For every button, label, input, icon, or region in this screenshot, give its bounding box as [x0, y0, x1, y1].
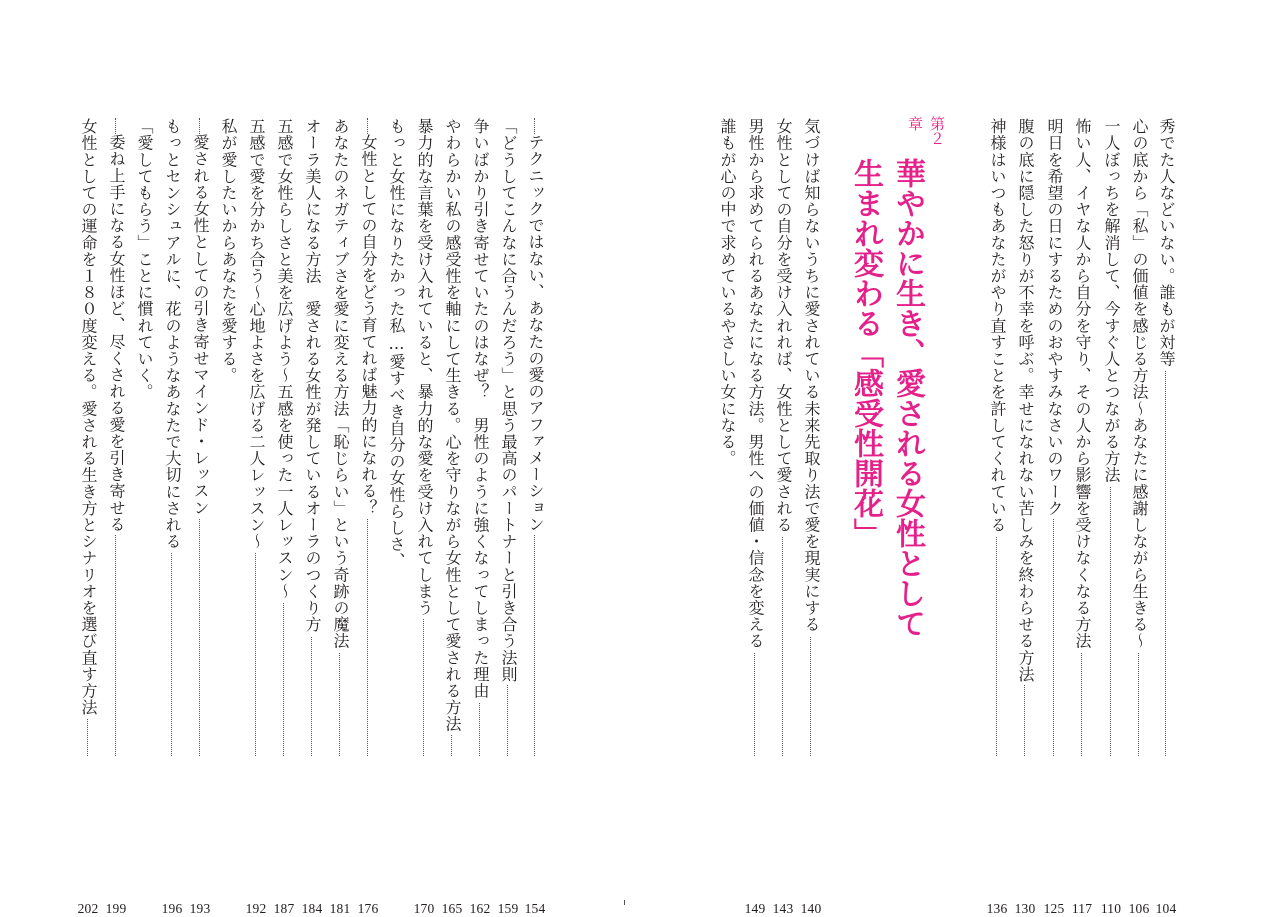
toc-entry-title: 明日を希望の日にするためのおやすみなさいのワーク	[1045, 118, 1064, 519]
toc-entry[interactable]	[186, 118, 214, 916]
toc-entry-title: 愛される女性としての引き寄せマインド・レッスン	[191, 134, 210, 519]
toc-entry-page: 140	[800, 901, 822, 916]
toc-entry[interactable]	[1040, 118, 1068, 916]
toc-entry-title: テクニックではない、あなたの愛のアファメーション	[526, 134, 545, 535]
toc-entry-title: 「どうしてこんなに合うんだろう」と思う最高のパートナーと引き合う法則	[499, 118, 518, 685]
toc-entry-page: 117	[1071, 901, 1093, 916]
toc-entry[interactable]	[438, 118, 466, 916]
toc-entry-page: 162	[469, 901, 491, 916]
toc-entry[interactable]	[1125, 118, 1153, 916]
toc-entry-page: 106	[1128, 901, 1150, 916]
toc-entry[interactable]	[1011, 118, 1039, 916]
toc-entry-page: 110	[1100, 901, 1122, 916]
toc-entry-title: 暴力的な言葉を受け入れていると、暴力的な愛を受け入れてしまう	[415, 118, 434, 619]
toc-entry[interactable]	[1152, 118, 1180, 916]
toc-entry-page: 165	[441, 901, 463, 916]
toc-entry-page: 184	[301, 901, 323, 916]
toc-entry-title: あなたのネガティブさを愛に変える方法「恥じらい」という奇跡の魔法	[331, 118, 350, 652]
toc-entry-title: 女性としての運命を１８０度変える。愛される生き方とシナリオを選び直す方法	[79, 118, 98, 719]
toc-entry-title: 委ね上手になる女性ほど、尽くされる愛を引き寄せる	[107, 134, 126, 535]
chapter-label: 第２章	[906, 116, 946, 146]
gutter-mark	[624, 900, 625, 905]
toc-entry-title: 五感で愛を分かち合う〜心地よさを広げる二人レッスン〜	[247, 118, 266, 553]
toc-entry-title: 争いばかり引き寄せていたのはなぜ？ 男性のように強くなってしまった理由	[471, 118, 490, 702]
chapter-title-line2: 生まれ変わる「感受性開花」	[848, 158, 883, 548]
toc-entry-title: もっと女性になりたかった私…愛すべき自分の女性らしさ、	[387, 118, 406, 572]
toc-entry-title: 怖い人、イヤな人から自分を守り、その人から影響を受けなくなる方法	[1073, 118, 1092, 652]
toc-entry-title: 一人ぼっちを解消して、今すぐ人とつながる方法	[1102, 118, 1121, 486]
toc-entry[interactable]	[983, 118, 1011, 916]
toc-entry-title: 五感で女性らしさと美を広げよう〜五感を使った一人レッスン〜	[275, 118, 294, 602]
toc-entry-page: 196	[161, 901, 183, 916]
toc-entry-title: やわらかい私の感受性を軸にして生きる。心を守りながら女性として愛される方法	[443, 118, 462, 735]
toc-entry[interactable]	[797, 118, 825, 916]
toc-entry[interactable]	[298, 118, 326, 916]
toc-entry[interactable]	[494, 118, 522, 916]
toc-entry-title: 女性としての自分をどう育てれば魅力的になれる？	[359, 134, 378, 519]
toc-entry[interactable]	[130, 118, 158, 808]
toc-entry-page: 170	[413, 901, 435, 916]
toc-entry-title: 男性から求めてられるあなたになる方法。男性への価値・信念を変える	[746, 118, 765, 652]
toc-entry-page: 176	[357, 901, 379, 916]
toc-entry[interactable]	[242, 118, 270, 916]
toc-entry-page: 159	[497, 901, 519, 916]
toc-entry-page: 192	[245, 901, 267, 916]
toc-entry-page: 143	[772, 901, 794, 916]
toc-entry[interactable]	[1068, 118, 1096, 916]
toc-entry-title: 腹の底に隠した怒りが不幸を呼ぶ。幸せになれない苦しみを終わらせる方法	[1016, 118, 1035, 685]
toc-entry[interactable]	[713, 118, 741, 808]
toc-entry[interactable]	[382, 118, 410, 808]
toc-entry[interactable]	[466, 118, 494, 916]
toc-entry[interactable]	[521, 118, 549, 916]
toc-entry-page: 202	[77, 901, 99, 916]
toc-entry[interactable]	[410, 118, 438, 916]
toc-entry-title: 気づけば知らないうちに愛されている未来先取り法で愛を現実にする	[802, 118, 821, 636]
toc-entry-title: 秀でた人などいない。誰もが対等	[1157, 118, 1176, 370]
toc-entry-page: 193	[189, 901, 211, 916]
toc-entry-page: 187	[273, 901, 295, 916]
toc-entry-page: 149	[744, 901, 766, 916]
toc-entry-page: 199	[105, 901, 127, 916]
toc-entry[interactable]	[214, 118, 242, 808]
toc-entry-page: 136	[986, 901, 1008, 916]
toc-entry-title: 誰もが心の中で求めているやさしい女になる。	[718, 118, 737, 470]
toc-entry-page: 181	[329, 901, 351, 916]
toc-entry-page: 104	[1155, 901, 1177, 916]
toc-entry-page: 130	[1014, 901, 1036, 916]
toc-entry[interactable]	[74, 118, 102, 916]
chapter-title-line1: 華やかに生き、愛される女性として	[890, 158, 925, 638]
toc-entry-title: 心の底から「私」の価値を感じる方法〜あなたに感謝しながら生きる〜	[1130, 118, 1149, 652]
toc-entry-title: 私が愛したいからあなたを愛する。	[219, 118, 238, 387]
toc-entry[interactable]	[741, 118, 769, 916]
toc-entry[interactable]	[326, 118, 354, 916]
toc-entry[interactable]	[769, 118, 797, 916]
toc-entry-page: 154	[524, 901, 546, 916]
toc-entry[interactable]	[270, 118, 298, 916]
toc-entry[interactable]	[102, 118, 130, 916]
toc-entry-title: 女性としての自分を受け入れれば、女性として愛される	[774, 118, 793, 536]
toc-entry[interactable]	[158, 118, 186, 916]
toc-entry-title: もっとセンシュアルに、花のようなあなたで大切にされる	[163, 118, 182, 553]
toc-entry-title: 「愛してもらう」ことに慣れていく。	[135, 118, 154, 403]
toc-entry[interactable]	[354, 118, 382, 916]
toc-entry[interactable]	[1097, 118, 1125, 916]
toc-entry-page: 125	[1043, 901, 1065, 916]
toc-entry-title: オーラ美人になる方法 愛される女性が発しているオーラのつくり方	[303, 118, 322, 636]
toc-entry-title: 神様はいつもあなたがやり直すことを許してくれている	[988, 118, 1007, 536]
